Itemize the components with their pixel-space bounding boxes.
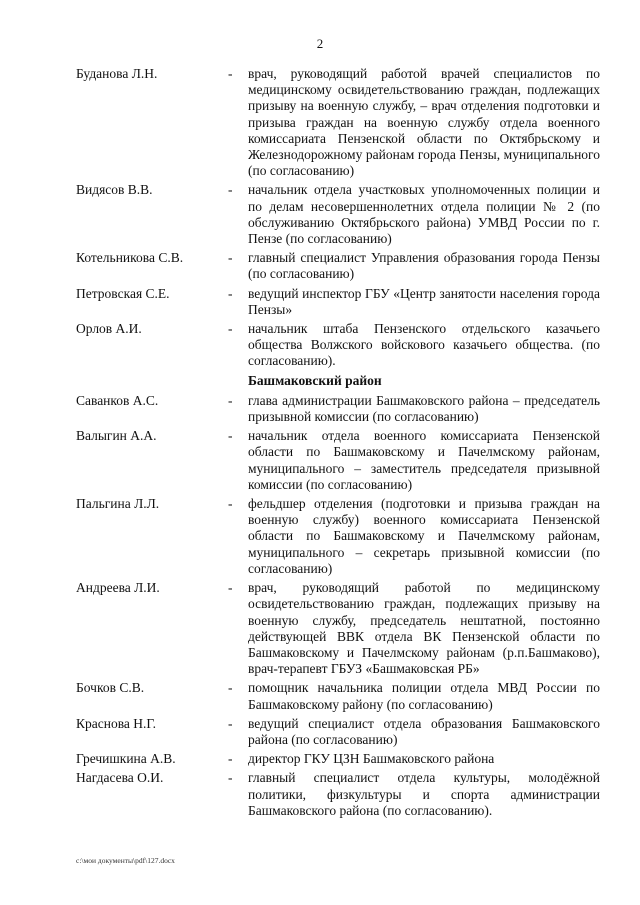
dash-separator: -	[228, 285, 233, 301]
member-role: помощник начальника полиции отдела МВД России по Башмаковскому району (по согласованию)	[248, 680, 600, 712]
member-row	[76, 428, 600, 493]
member-row	[76, 680, 600, 712]
member-row	[76, 321, 600, 370]
member-role: главный специалист Управления образования города Пензы (по согласованию)	[248, 250, 600, 282]
member-name: Бочков С.В.	[76, 680, 145, 696]
member-name: Видясов В.В.	[76, 182, 153, 198]
member-row	[76, 250, 600, 282]
member-row	[76, 716, 600, 748]
member-role: главный специалист отдела культуры, молодёжной политики, физкультуры и спорта администрации Башмаковского района (по согласованию).	[248, 770, 600, 818]
dash-separator: -	[228, 770, 233, 786]
page-number: 2	[316, 36, 324, 51]
member-role: ведущий специалист отдела образования Башмаковского района (по согласованию)	[248, 715, 600, 747]
member-role: директор ГКУ ЦЗН Башмаковского района	[248, 751, 495, 767]
member-role: ведущий инспектор ГБУ «Центр занятости населения города Пензы»	[248, 285, 600, 317]
member-name: Краснова Н.Г.	[76, 715, 157, 731]
member-role: начальник отдела участковых уполномоченных полиции и по делам несовершеннолетних отдела полиции № 2 (по обслуживанию Октябрьского района) УМВД России по г. Пензе (по согласованию)	[248, 182, 600, 247]
member-row	[76, 286, 600, 318]
member-row	[76, 182, 600, 247]
dash-separator: -	[228, 680, 233, 696]
bashmakovsky-members-group	[76, 393, 600, 819]
section-title: Башмаковский район	[248, 372, 382, 388]
member-row	[76, 66, 600, 179]
member-role: начальник штаба Пензенского отдельского казачьего общества Волжского войскового казачьего общества. (по согласованию).	[248, 321, 600, 369]
member-name: Буданова Л.Н.	[76, 66, 158, 81]
member-row	[76, 580, 600, 677]
commission-member-list	[76, 66, 600, 822]
member-name: Орлов А.И.	[76, 321, 142, 337]
member-name: Гречишкина А.В.	[76, 751, 176, 767]
dash-separator: -	[228, 66, 233, 81]
member-role: фельдшер отделения (подготовки и призыва граждан на военную службу) военного комиссариата Пензенской области по Башмаковскому и Пачелмскому районам, муниципального – секретарь призывной комиссии (по согласованию)	[248, 496, 600, 576]
dash-separator: -	[228, 496, 233, 512]
member-name: Пальгина Л.Л.	[76, 496, 160, 512]
member-role: глава администрации Башмаковского района – председатель призывной комиссии (по согласованию)	[248, 392, 600, 425]
dash-separator: -	[228, 580, 233, 596]
member-row	[76, 393, 600, 425]
dash-separator: -	[228, 751, 233, 767]
member-role: врач, руководящий работой по медицинскому освидетельствованию граждан, подлежащих призыву на военную службу, председатель нештатной, постоянно действующей ВВК отдела ВК Пензенской области по Башмаковскому и Пачелмскому районам (р.п.Башмаково), врач-терапевт ГБУЗ «Башмаковская РБ»	[248, 580, 600, 677]
dash-separator: -	[228, 715, 233, 731]
member-name: Котельникова С.В.	[76, 250, 184, 266]
member-row	[76, 770, 600, 819]
member-name: Петровская С.Е.	[76, 285, 170, 301]
city-members-group	[76, 66, 600, 370]
member-row	[76, 751, 600, 767]
member-name: Андреева Л.И.	[76, 580, 160, 596]
dash-separator: -	[228, 392, 233, 408]
member-role: врач, руководящий работой врачей специалистов по медицинскому освидетельствованию граждан, подлежащих призыву на военную службу, – врач отделения подготовки и призыва граждан на военную службу отдела военного комиссариата Пензенской области по Октябрьскому и Железнодорожному районам города Пензы, муниципального (по согласованию)	[248, 66, 600, 179]
dash-separator: -	[228, 250, 233, 266]
member-name: Валыгин А.А.	[76, 428, 157, 444]
dash-separator: -	[228, 428, 233, 444]
member-role: начальник отдела военного комиссариата Пензенской области по Башмаковскому и Пачелмскому районам, муниципального – заместитель председателя призывной комиссии (по согласованию)	[248, 428, 600, 492]
member-row	[76, 496, 600, 577]
dash-separator: -	[228, 321, 233, 337]
member-name: Саванков А.С.	[76, 392, 159, 408]
member-name: Нагдасева О.И.	[76, 770, 164, 786]
dash-separator: -	[228, 182, 233, 198]
footer-file-path: c:\мои документы\pdf\127.docx	[76, 856, 175, 865]
